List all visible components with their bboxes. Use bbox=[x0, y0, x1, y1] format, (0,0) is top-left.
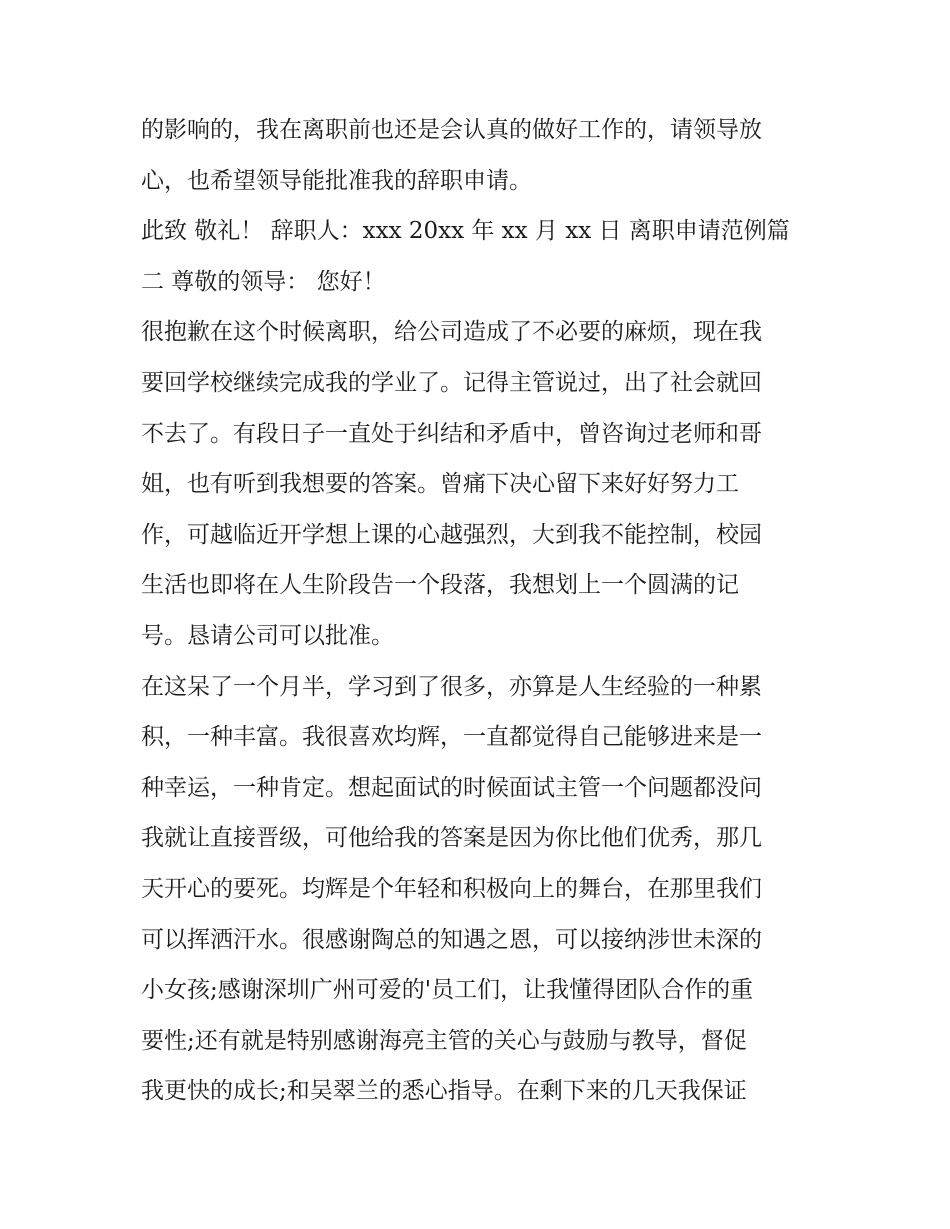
text-line: 号。恳请公司可以批准。 bbox=[141, 622, 394, 649]
text-line: 小女孩;感谢深圳广州可爱的'员工们，让我懂得团队合作的重 bbox=[141, 977, 754, 1004]
text-line: 种幸运，一种肯定。想起面试的时候面试主管一个问题都没问 bbox=[141, 774, 762, 801]
text-line: 不去了。有段日子一直处于纠结和矛盾中，曾咨询过老师和哥 bbox=[141, 420, 762, 447]
text-line: 作，可越临近开学想上课的心越强烈，大到我不能控制，校园 bbox=[141, 521, 762, 548]
text-line: 可以挥洒汗水。很感谢陶总的知遇之恩，可以接纳涉世未深的 bbox=[141, 926, 762, 953]
text-line: 的影响的，我在离职前也还是会认真的做好工作的，请领导放 bbox=[141, 117, 762, 143]
text-line: 我就让直接晋级，可他给我的答案是因为你比他们优秀，那几 bbox=[141, 825, 762, 852]
text-line: 积，一种丰富。我很喜欢均辉，一直都觉得自己能够进来是一 bbox=[141, 724, 762, 751]
text-line: 姐，也有听到我想要的答案。曾痛下决心留下来好好努力工 bbox=[141, 471, 739, 498]
text-line: 要性;还有就是特别感谢海亮主管的关心与鼓励与教导，督促 bbox=[141, 1027, 747, 1054]
text-line: 生活也即将在人生阶段告一个段落，我想划上一个圆满的记 bbox=[141, 572, 739, 599]
text-line: 要回学校继续完成我的学业了。记得主管说过，出了社会就回 bbox=[141, 369, 762, 396]
text-line: 很抱歉在这个时候离职，给公司造成了不必要的麻烦，现在我 bbox=[141, 319, 762, 346]
document-body bbox=[141, 105, 821, 1117]
text-line: 天开心的要死。均辉是个年轻和积极向上的舞台，在那里我们 bbox=[141, 875, 762, 902]
text-line: 在这呆了一个月半，学习到了很多，亦算是人生经验的一种累 bbox=[141, 673, 762, 700]
text-line: 我更快的成长;和吴翠兰的悉心指导。在剩下来的几天我保证 bbox=[141, 1078, 747, 1105]
text-line: 心，也希望领导能批准我的辞职申请。 bbox=[141, 167, 532, 194]
text-line: 二 尊敬的领导： 您好！ bbox=[141, 268, 386, 295]
text-line: 此致 敬礼！ 辞职人：xxx 20xx 年 xx 月 xx 日 离职申请范例篇 bbox=[141, 218, 790, 245]
